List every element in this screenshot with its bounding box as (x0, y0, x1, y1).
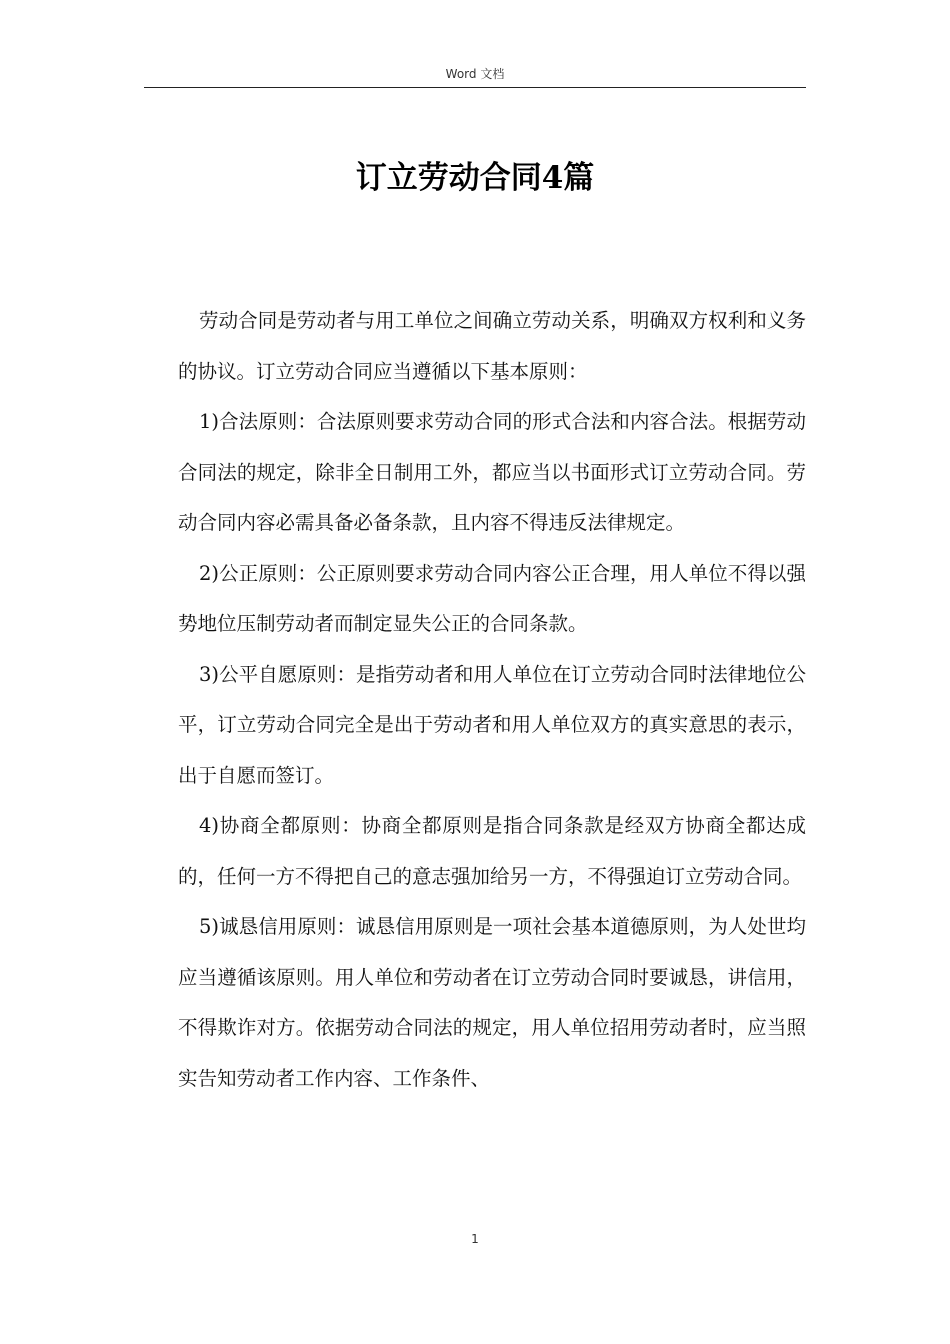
document-body (178, 296, 806, 1104)
page-header: Word 文档 (445, 67, 505, 81)
paragraph-good-faith-principle: 5)诚恳信用原则：诚恳信用原则是一项社会基本道德原则，为人处世均应当遵循该原则。用人单位和劳动者在订立劳动合同时要诚恳，讲信用，不得欺诈对方。依据劳动合同法的规定，用人单位招用劳动者时，应当照实告知劳动者工作内容、工作条件、 (178, 915, 806, 1090)
paragraph-fairness-principle: 2)公正原则：公正原则要求劳动合同内容公正合理，用人单位不得以强势地位压制劳动者而制定显失公正的合同条款。 (178, 561, 806, 635)
document-title: 订立劳动合同4篇 (355, 160, 595, 196)
paragraph-consensus-principle: 4)协商全都原则：协商全都原则是指合同条款是经双方协商全都达成的，任何一方不得把自己的意志强加给另一方，不得强迫订立劳动合同。 (178, 814, 806, 888)
paragraph-intro: 劳动合同是劳动者与用工单位之间确立劳动关系，明确双方权利和义务的协议。订立劳动合同应当遵循以下基本原则： (178, 309, 806, 383)
header-divider (144, 87, 806, 88)
page-number: 1 (471, 1232, 479, 1246)
paragraph-legality-principle: 1)合法原则：合法原则要求劳动合同的形式合法和内容合法。根据劳动合同法的规定，除非全日制用工外，都应当以书面形式订立劳动合同。劳动合同内容必需具备必备条款，且内容不得违反法律规定。 (178, 410, 806, 534)
paragraph-equality-voluntary-principle: 3)公平自愿原则：是指劳动者和用人单位在订立劳动合同时法律地位公平，订立劳动合同完全是出于劳动者和用人单位双方的真实意思的表示，出于自愿而签订。 (178, 662, 806, 787)
